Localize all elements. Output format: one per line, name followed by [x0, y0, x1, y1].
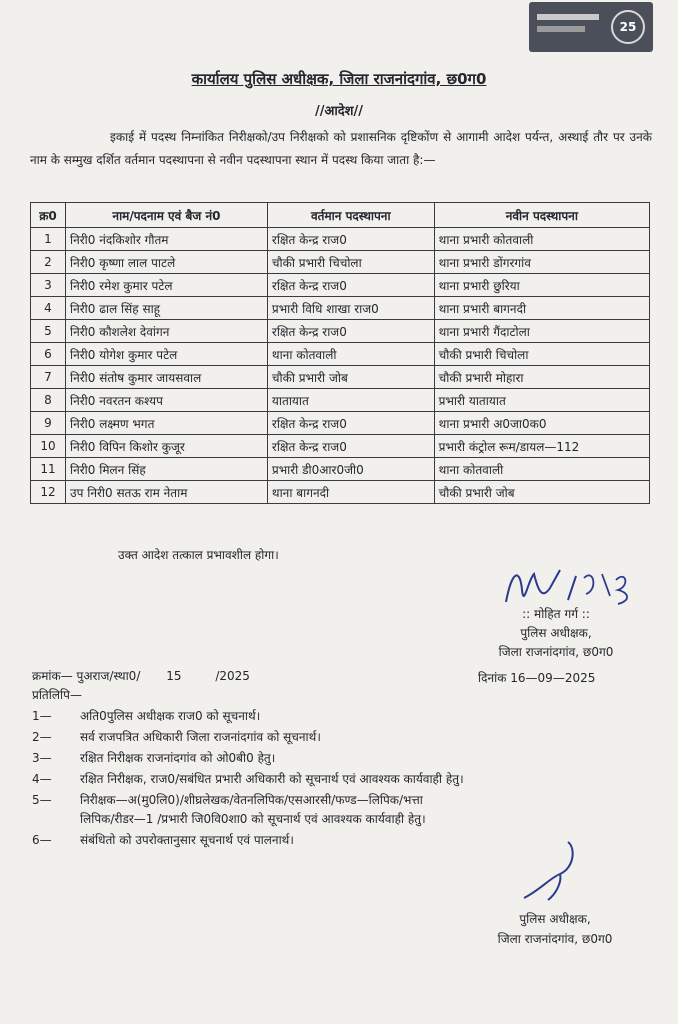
row-name: निरी0 नवरतन कश्यप — [66, 389, 268, 412]
copy-to-label: प्रतिलिपि— — [32, 688, 82, 702]
final-signature-block — [455, 909, 655, 949]
row-current-posting: चौकी प्रभारी जोब — [267, 366, 434, 389]
memo-number — [32, 667, 322, 684]
table-row — [31, 343, 650, 366]
row-current-posting: यातायात — [267, 389, 434, 412]
table-row — [31, 251, 650, 274]
list-item-number: 1— — [32, 709, 52, 723]
table-row — [31, 412, 650, 435]
list-item-text: अति0पुलिस अधीक्षक राज0 को सूचनार्थ। — [80, 709, 261, 723]
row-serial: 12 — [31, 481, 66, 504]
row-new-posting: थाना प्रभारी अ0जा0क0 — [434, 412, 649, 435]
row-new-posting: थाना प्रभारी डोंगरगांव — [434, 251, 649, 274]
list-item-text: सर्व राजपत्रित अधिकारी जिला राजनांदगांव को सूचनार्थ। — [80, 730, 321, 744]
table-row — [31, 481, 650, 504]
officer-district: जिला राजनांदगांव, छ0ग0 — [498, 645, 614, 659]
table-header-row — [31, 203, 650, 228]
row-name: निरी0 योगेश कुमार पटेल — [66, 343, 268, 366]
list-item-number: 4— — [32, 772, 52, 786]
row-new-posting: चौकी प्रभारी मोहारा — [434, 366, 649, 389]
row-name: निरी0 नंदकिशोर गौतम — [66, 228, 268, 251]
row-serial: 8 — [31, 389, 66, 412]
row-serial: 1 — [31, 228, 66, 251]
memo-prefix: क्रमांक— पुअराज/स्था0/ — [32, 669, 141, 683]
officer-signature-block — [456, 605, 656, 662]
list-item — [32, 791, 632, 829]
row-current-posting: रक्षित केन्द्र राज0 — [267, 320, 434, 343]
row-serial: 7 — [31, 366, 66, 389]
list-item-text: रक्षित निरीक्षक राजनांदगांव को ओ0बी0 हेतु। — [80, 751, 276, 765]
effect-statement: उक्त आदेश तत्काल प्रभावशील होगा। — [118, 548, 279, 562]
list-item-text: संबंधितो को उपरोक्तानुसार सूचनार्थ एवं पालनार्थ। — [80, 833, 294, 847]
row-new-posting: प्रभारी कंट्रोल रूम/डायल—112 — [434, 435, 649, 458]
final-district: जिला राजनांदगांव, छ0ग0 — [497, 932, 613, 946]
list-item — [32, 770, 632, 789]
col-current-posting: वर्तमान पदस्थापना — [267, 203, 434, 228]
memo-date: दिनांक 16—09—2025 — [478, 671, 596, 685]
logo-badge: 25 — [611, 10, 645, 44]
row-current-posting: थाना बागनदी — [267, 481, 434, 504]
transfer-table — [30, 202, 650, 504]
intro-paragraph — [30, 126, 652, 172]
col-serial: क्र0 — [31, 203, 66, 228]
officer-designation: पुलिस अधीक्षक, — [520, 626, 592, 640]
row-name: निरी0 कौशलेश देवांगन — [66, 320, 268, 343]
table-row — [31, 274, 650, 297]
office-title: कार्यालय पुलिस अधीक्षक, जिला राजनांदगांव, छ0ग0 — [191, 70, 487, 88]
row-name: उप निरी0 सतऊ राम नेताम — [66, 481, 268, 504]
list-item-number: 5— — [32, 793, 52, 807]
list-item — [32, 728, 632, 747]
row-name: निरी0 मिलन सिंह — [66, 458, 268, 481]
table-row — [31, 435, 650, 458]
row-current-posting: थाना कोतवाली — [267, 343, 434, 366]
row-serial: 9 — [31, 412, 66, 435]
row-current-posting: रक्षित केन्द्र राज0 — [267, 435, 434, 458]
memo-year: /2025 — [215, 669, 250, 683]
row-new-posting: थाना प्रभारी गैंदाटोला — [434, 320, 649, 343]
row-serial: 10 — [31, 435, 66, 458]
table-row — [31, 320, 650, 343]
list-item-number: 2— — [32, 730, 52, 744]
row-name: निरी0 लक्ष्मण भगत — [66, 412, 268, 435]
intro-text: इकाई में पदस्थ निम्नांकित निरीक्षको/उप निरीक्षको को प्रशासनिक दृष्टिकोंण से आगामी आदेश पर्यन्त, अस्थाई तौर पर उनके नाम के सम्मुख दर्शित वर्तमान पदस्थापना से नवीन पदस्थापना स्थान में पदस्थ किया जाता है:— — [30, 130, 652, 167]
col-name: नाम/पदनाम एवं बैज नं0 — [66, 203, 268, 228]
row-serial: 2 — [31, 251, 66, 274]
row-name: निरी0 विपिन किशोर कुजूर — [66, 435, 268, 458]
table-row — [31, 458, 650, 481]
list-item-text: निरीक्षक—अ(मु0लि0)/शीघ्रलेखक/वेतनलिपिक/एसआरसी/फण्ड—लिपिक/भत्ता लिपिक/रीडर—1 /प्रभारी जि0वि0शा0 को सूचनार्थ एवं आवश्यक कार्यवाही हेतु। — [80, 793, 426, 826]
row-new-posting: चौकी प्रभारी जोब — [434, 481, 649, 504]
row-new-posting: थाना प्रभारी बागनदी — [434, 297, 649, 320]
list-item-number: 3— — [32, 751, 52, 765]
col-new-posting: नवीन पदस्थापना — [434, 203, 649, 228]
row-serial: 6 — [31, 343, 66, 366]
row-serial: 3 — [31, 274, 66, 297]
copy-to-list — [32, 707, 632, 852]
table-row — [31, 228, 650, 251]
list-item — [32, 707, 632, 726]
row-current-posting: रक्षित केन्द्र राज0 — [267, 228, 434, 251]
list-item-number: 6— — [32, 833, 52, 847]
final-designation: पुलिस अधीक्षक, — [519, 912, 591, 926]
row-name: निरी0 संतोष कुमार जायसवाल — [66, 366, 268, 389]
officer-name: :: मोहित गर्ग :: — [522, 607, 590, 621]
row-current-posting: प्रभारी विधि शाखा राज0 — [267, 297, 434, 320]
row-new-posting: थाना कोतवाली — [434, 458, 649, 481]
row-name: निरी0 ढाल सिंह साहू — [66, 297, 268, 320]
order-label: //आदेश// — [314, 104, 364, 119]
memo-serial: 15 — [166, 669, 182, 683]
table-row — [31, 366, 650, 389]
row-new-posting: थाना प्रभारी छुरिया — [434, 274, 649, 297]
row-new-posting: चौकी प्रभारी चिचोला — [434, 343, 649, 366]
row-serial: 4 — [31, 297, 66, 320]
police-logo — [529, 2, 653, 52]
list-item-text: रक्षित निरीक्षक, राज0/सबंधित प्रभारी अधिकारी को सूचनार्थ एवं आवश्यक कार्यवाही हेतु। — [80, 772, 464, 786]
table-row — [31, 389, 650, 412]
row-current-posting: चौकी प्रभारी चिचोला — [267, 251, 434, 274]
table-row — [31, 297, 650, 320]
list-item — [32, 749, 632, 768]
row-name: निरी0 कृष्णा लाल पाटले — [66, 251, 268, 274]
row-new-posting: प्रभारी यातायात — [434, 389, 649, 412]
row-new-posting: थाना प्रभारी कोतवाली — [434, 228, 649, 251]
row-current-posting: रक्षित केन्द्र राज0 — [267, 412, 434, 435]
second-signature-scrawl — [520, 838, 600, 908]
row-name: निरी0 रमेश कुमार पटेल — [66, 274, 268, 297]
row-serial: 5 — [31, 320, 66, 343]
row-current-posting: रक्षित केन्द्र राज0 — [267, 274, 434, 297]
row-serial: 11 — [31, 458, 66, 481]
row-current-posting: प्रभारी डी0आर0जी0 — [267, 458, 434, 481]
